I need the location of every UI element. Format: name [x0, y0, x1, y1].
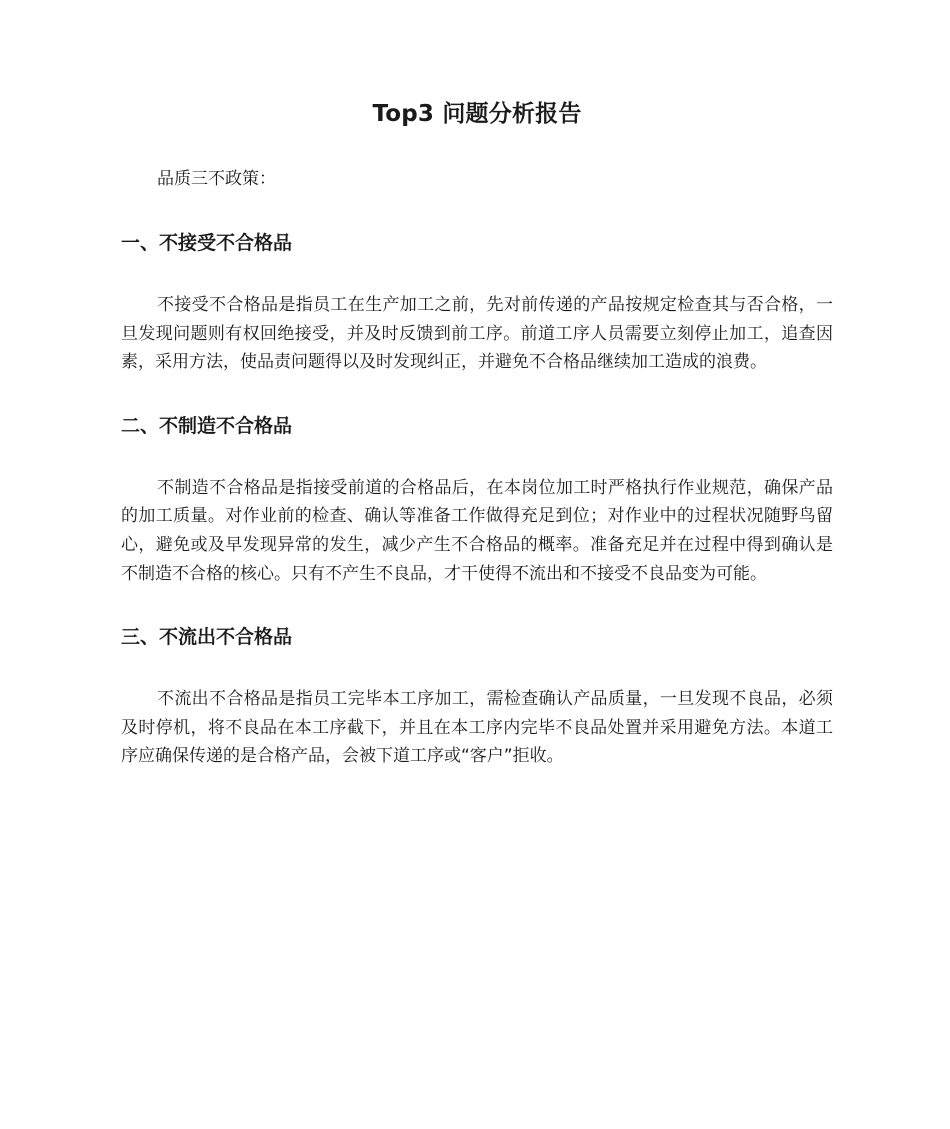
section-heading: 一、不接受不合格品 [121, 232, 293, 254]
intro-text: 品质三不政策： [157, 169, 276, 189]
document-title: Top3 问题分析报告 [372, 101, 582, 127]
document-page [121, 96, 833, 771]
section-body: 不流出不合格品是指员工完毕本工序加工，需检查确认产品质量，一旦发现不良品，必须及时停机，将不良品在本工序截下，并且在本工序内完毕不良品处置并采用避免方法。本道工序应确保传递的是合格产品，会被下道工序或“客户”拒收。 [121, 689, 833, 767]
section-body: 不制造不合格品是指接受前道的合格品后，在本岗位加工时严格执行作业规范，确保产品的加工质量。对作业前的检查、确认等准备工作做得充足到位；对作业中的过程状况随野鸟留心，避免或及早发现异常的发生，减少产生不合格品的概率。准备充足并在过程中得到确认是不制造不合格的核心。只有不产生不良品，才干使得不流出和不接受不良品变为可能。 [121, 477, 833, 584]
section-heading: 三、不流出不合格品 [121, 626, 293, 649]
section-heading: 二、不制造不合格品 [121, 414, 293, 437]
section-body: 不接受不合格品是指员工在生产加工之前，先对前传递的产品按规定检查其与否合格，一旦发现问题则有权回绝接受，并及时反馈到前工序。前道工序人员需要立刻停止加工，追查因素，采用方法，使品责问题得以及时发现纠正，并避免不合格品继续加工造成的浪费。 [121, 295, 833, 373]
section-1 [121, 228, 833, 377]
section-3 [121, 622, 833, 771]
section-2 [121, 411, 833, 588]
